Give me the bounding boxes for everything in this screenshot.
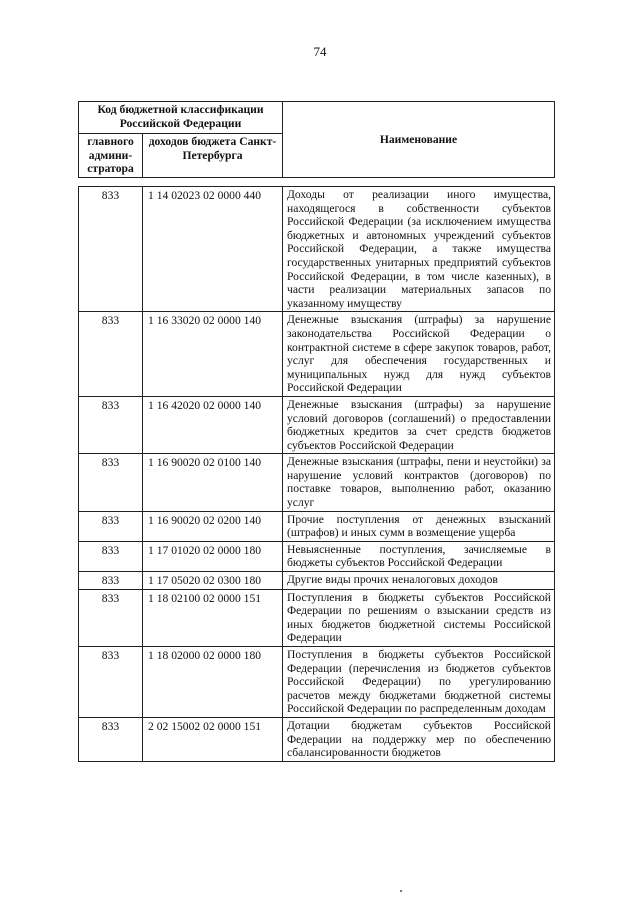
row-income-code: 1 17 01020 02 0000 180 [143, 541, 283, 571]
table-row [79, 187, 555, 312]
scan-mark [400, 890, 402, 892]
row-name: Другие виды прочих неналоговых доходов [283, 572, 555, 590]
page-number: 74 [313, 44, 327, 59]
table-row [79, 572, 555, 590]
row-income-code: 1 16 42020 02 0000 140 [143, 396, 283, 453]
table-row [79, 454, 555, 511]
row-admin-code: 833 [79, 454, 143, 511]
row-admin-code: 833 [79, 541, 143, 571]
row-income-code: 1 18 02000 02 0000 180 [143, 647, 283, 718]
row-name: Прочие поступления от денежных взысканий (штрафов) и иных сумм в возмещение ущерба [283, 511, 555, 541]
table-row [79, 541, 555, 571]
row-admin-code: 833 [79, 511, 143, 541]
row-income-code: 1 17 05020 02 0300 180 [143, 572, 283, 590]
header-group-title: Код бюджетной классификации Российской Федерации [79, 102, 283, 134]
row-income-code: 2 02 15002 02 0000 151 [143, 717, 283, 761]
row-admin-code: 833 [79, 647, 143, 718]
row-income-code: 1 16 90020 02 0200 140 [143, 511, 283, 541]
row-name: Поступления в бюджеты субъектов Российской Федерации (перечисления из бюджетов субъектов Российской Федерации) по урегулированию расчетов между бюджетами бюджетной системы Российской Федерации по распределенным доходам [283, 647, 555, 718]
table-row [79, 396, 555, 453]
table-row [79, 717, 555, 761]
row-admin-code: 833 [79, 717, 143, 761]
row-income-code: 1 16 90020 02 0100 140 [143, 454, 283, 511]
row-name: Невыясненные поступления, зачисляемые в бюджеты субъектов Российской Федерации [283, 541, 555, 571]
row-name: Дотации бюджетам субъектов Российской Федерации на поддержку мер по обеспечению сбалансированности бюджетов [283, 717, 555, 761]
row-admin-code: 833 [79, 396, 143, 453]
codes-table [78, 186, 555, 762]
row-income-code: 1 16 33020 02 0000 140 [143, 312, 283, 397]
row-name: Денежные взыскания (штрафы, пени и неустойки) за нарушение условий контрактов (договоров) по поставке товаров, выполнению работ, оказанию услуг [283, 454, 555, 511]
row-name: Денежные взыскания (штрафы) за нарушение условий договоров (соглашений) о предоставлении бюджетных кредитов за счет средств бюджетов субъектов Российской Федерации [283, 396, 555, 453]
row-admin-code: 833 [79, 572, 143, 590]
header-income: доходов бюджета Санкт-Петербурга [143, 134, 283, 178]
table-row [79, 647, 555, 718]
row-name: Денежные взыскания (штрафы) за нарушение законодательства Российской Федерации о контрактной системе в сфере закупок товаров, работ, услуг для обеспечения государственных и муниципальных нужд для нужд субъектов Российской Федерации [283, 312, 555, 397]
row-admin-code: 833 [79, 187, 143, 312]
row-income-code: 1 14 02023 02 0000 440 [143, 187, 283, 312]
header-name: Наименование [283, 102, 555, 178]
table-header [78, 101, 555, 178]
row-name: Доходы от реализации иного имущества, находящегося в собственности субъектов Российской Федерации (за исключением имущества бюджетных и автономных учреждений субъектов Российской Федерации, а также имущества государственных унитарных предприятий субъектов Российской Федерации, в том числе казенных), в части реализации материальных запасов по указанному имуществу [283, 187, 555, 312]
row-admin-code: 833 [79, 589, 143, 646]
header-admin: главного админи-стратора [79, 134, 143, 178]
row-name: Поступления в бюджеты субъектов Российской Федерации по решениям о взыскании средств из иных бюджетов бюджетной системы Российской Федерации [283, 589, 555, 646]
row-income-code: 1 18 02100 02 0000 151 [143, 589, 283, 646]
table-row [79, 511, 555, 541]
table-row [79, 589, 555, 646]
row-admin-code: 833 [79, 312, 143, 397]
table-row [79, 312, 555, 397]
